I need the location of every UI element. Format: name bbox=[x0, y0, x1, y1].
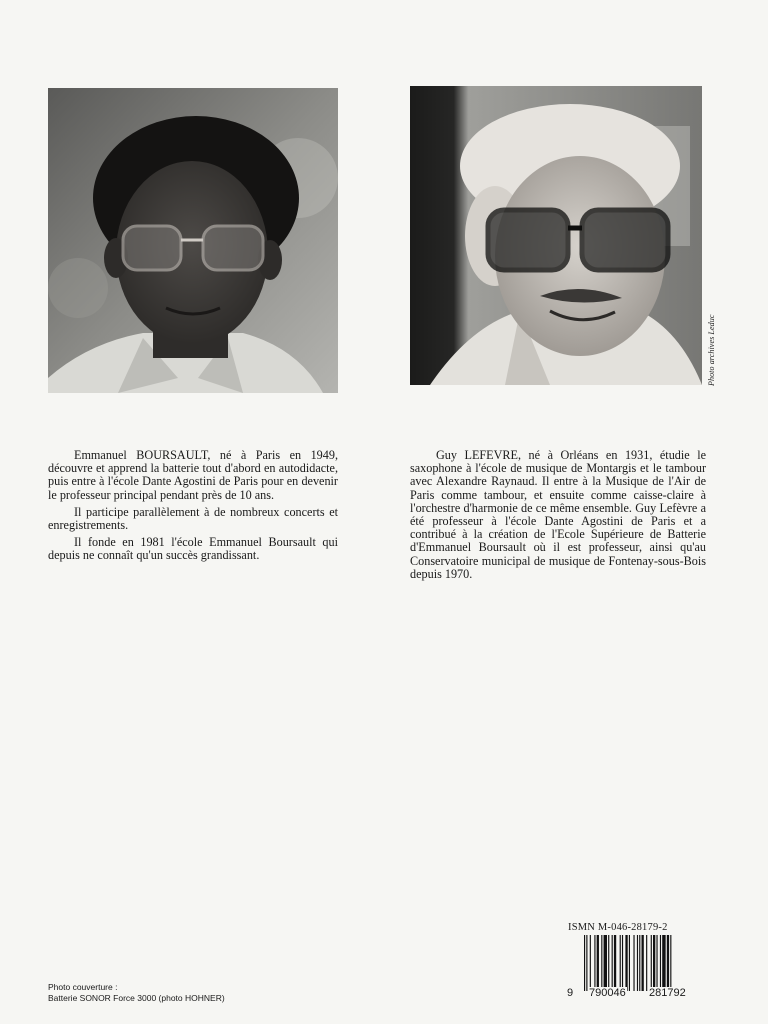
barcode-bar bbox=[601, 935, 602, 991]
barcode-bar bbox=[656, 935, 657, 991]
biography-lefevre bbox=[410, 449, 706, 581]
barcode-bar bbox=[646, 935, 647, 991]
barcode-bar bbox=[608, 935, 609, 991]
barcode-digits bbox=[566, 987, 716, 1001]
cover-credit-line-2: Batterie SONOR Force 3000 (photo HOHNER) bbox=[48, 993, 225, 1003]
barcode-bar bbox=[629, 935, 630, 991]
barcode-digit-first: 9 bbox=[567, 987, 574, 999]
barcode-bar bbox=[662, 935, 665, 991]
barcode bbox=[582, 935, 708, 995]
bio-right-paragraph-1: Guy LEFEVRE, né à Orléans en 1931, étudie le saxophone à l'école de musique de Montargis et le tambour avec Alexandre Raynaud. Il entre à la Musique de l'Air de Paris comme tambour, et ensuite comme caisse-claire à l'orchestre d'harmonie de ce même ensemble. Guy Lefèvre a été professeur à l'école Dante Agostini de Paris et a contribué à la création de l'Ecole Supérieure de Batterie d'Emmanuel Boursault où il est professeur, ainsi qu'au Conservatoire municipal de musique de Fontenay-sous-Bois depuis 1970. bbox=[410, 448, 706, 581]
barcode-digit-group-2: 281792 bbox=[649, 987, 686, 999]
bio-left-paragraph-2: Il participe parallèlement à de nombreux concerts et enregistrements. bbox=[48, 504, 338, 533]
barcode-bar bbox=[653, 935, 655, 991]
bio-left-paragraph-3: Il fonde en 1981 l'école Emmanuel Boursault qui depuis ne connaît qu'un succès grandissant. bbox=[48, 535, 338, 563]
barcode-bar bbox=[651, 935, 652, 991]
cover-photo-credit bbox=[48, 982, 225, 1004]
barcode-bar bbox=[586, 935, 587, 991]
barcode-bar bbox=[642, 935, 644, 991]
barcode-digit-group-1: 790046 bbox=[589, 987, 626, 999]
biography-boursault bbox=[48, 449, 338, 567]
barcode-bar bbox=[670, 935, 671, 991]
portrait-right-image bbox=[410, 86, 702, 385]
barcode-bar bbox=[622, 935, 623, 991]
barcode-bar bbox=[639, 935, 640, 991]
barcode-bars bbox=[582, 935, 708, 991]
barcode-bar bbox=[637, 935, 638, 991]
bio-left-paragraph-1: Emmanuel BOURSAULT, né à Paris en 1949, découvre et apprend la batterie tout d'abord en autodidacte, puis entre à l'école Dante Agostini de Paris pour en devenir le professeur principal pendant près de 10 ans. bbox=[48, 448, 338, 502]
portrait-left-image bbox=[48, 88, 338, 393]
cover-credit-line-1: Photo couverture : bbox=[48, 982, 118, 992]
barcode-bar bbox=[633, 935, 634, 991]
ismn-number: ISMN M-046-28179-2 bbox=[568, 922, 668, 933]
barcode-bar bbox=[594, 935, 595, 991]
barcode-bar bbox=[604, 935, 607, 991]
barcode-bar bbox=[597, 935, 599, 991]
barcode-bar bbox=[614, 935, 616, 991]
barcode-bar bbox=[584, 935, 585, 991]
portrait-photo-left bbox=[48, 88, 338, 393]
photo-credit: Photo archives Leduc bbox=[707, 314, 716, 386]
portrait-photo-right bbox=[410, 86, 702, 385]
barcode-bar bbox=[667, 935, 669, 991]
barcode-bar bbox=[620, 935, 621, 991]
barcode-bar bbox=[660, 935, 661, 991]
barcode-bar bbox=[612, 935, 613, 991]
barcode-bar bbox=[625, 935, 627, 991]
barcode-bar bbox=[590, 935, 591, 991]
